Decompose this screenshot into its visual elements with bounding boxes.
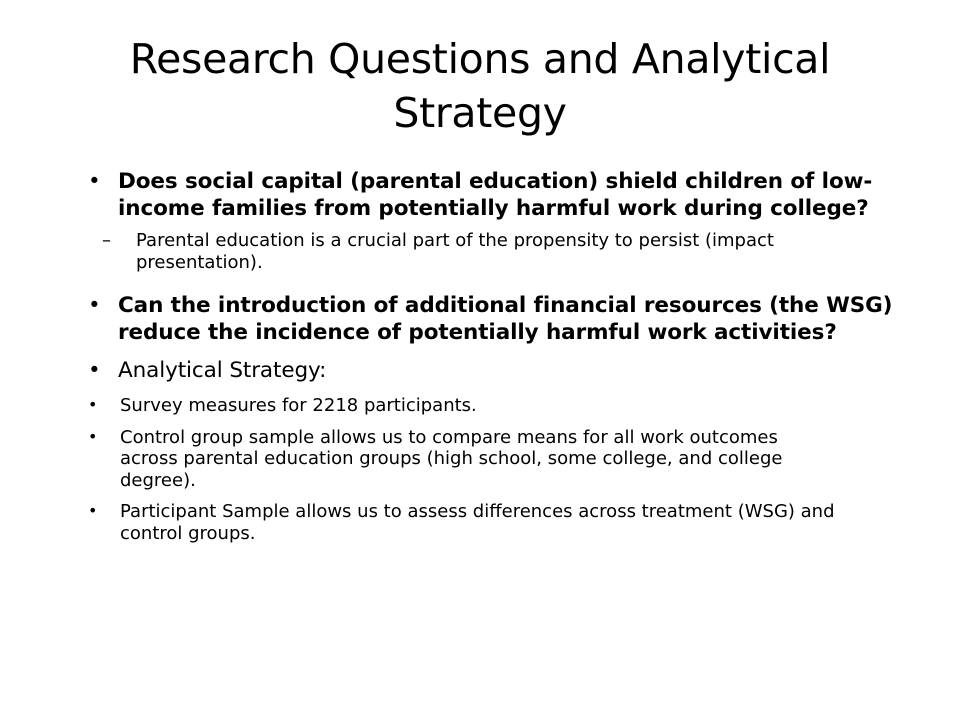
bullet-text: Does social capital (parental education) shield children of low-income families from potentially harmful work during college?	[118, 169, 873, 221]
sub-bullet-control-group	[88, 426, 840, 492]
sub-bullet-text: Parental education is a crucial part of the propensity to persist (impact presentation).	[136, 230, 774, 273]
sub-bullet-participant-sample	[88, 501, 840, 544]
bullet-text: Can the introduction of additional financial resources (the WSG) reduce the incidence of potentially harmful work activities?	[118, 293, 893, 345]
sub-bullet-text: Survey measures for 2218 participants.	[120, 395, 477, 416]
bullet-marker: •	[88, 358, 101, 383]
slide-title: Research Questions and Analytical Strategy	[129, 35, 831, 137]
bullet-text: Analytical Strategy:	[118, 358, 327, 383]
sub-bullet-parental-education	[102, 230, 876, 274]
bullet-research-question-1	[88, 168, 908, 222]
sub-bullet-marker: •	[88, 501, 98, 520]
slide-content	[88, 168, 908, 554]
dash-marker: –	[102, 230, 111, 251]
sub-bullet-marker: •	[88, 395, 98, 414]
sub-bullet-text: Control group sample allows us to compare means for all work outcomes across parental education groups (high school, some college, and college degree).	[120, 426, 783, 491]
bullet-research-question-2	[88, 292, 908, 346]
bullet-analytical-strategy	[88, 357, 908, 384]
sub-bullet-survey-measures	[88, 395, 840, 417]
sub-bullet-text: Participant Sample allows us to assess differences across treatment (WSG) and control groups.	[120, 501, 835, 544]
sub-bullet-marker: •	[88, 426, 98, 446]
bullet-marker: •	[88, 169, 101, 194]
bullet-marker: •	[88, 293, 101, 318]
